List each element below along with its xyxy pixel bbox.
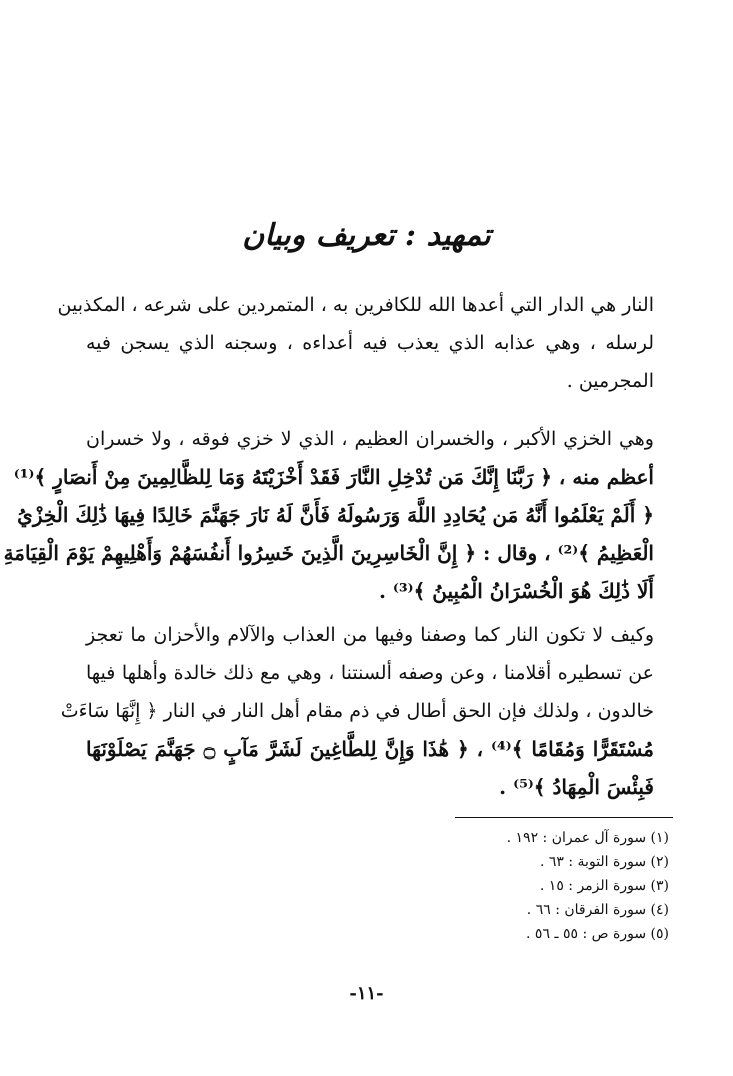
text-line: المجرمين . <box>566 370 654 392</box>
page-number: -١١- <box>349 983 384 1004</box>
text-line: وهي الخزي الأكبر ، والخسران العظيم ، الذي لا خزي فوقه ، ولا خسران <box>86 428 654 450</box>
footnote: (٢) سورة التوبة : ٦٣ . <box>539 854 669 870</box>
footnote: (٣) سورة الزمر : ١٥ . <box>539 878 669 894</box>
text-line: عن تسطيره أقلامنا ، وعن وصفه ألسنتنا ، وهي مع ذلك خالدة وأهلها فيها <box>86 662 654 684</box>
text-line: النار هي الدار التي أعدها الله للكافرين به ، المتمردين على شرعه ، المكذبين <box>57 294 654 316</box>
paragraph-1 <box>57 286 654 400</box>
footnote: (١) سورة آل عمران : ١٩٢ . <box>506 830 669 846</box>
chapter-title: تمهيد : تعريف وبيان <box>242 218 491 253</box>
text-line: لرسله ، وهي عذابه الذي يعذب فيه أعداءه ، وسجنه الذي يسجن فيه <box>86 332 654 354</box>
footnotes <box>309 826 669 946</box>
paragraph-3 <box>60 616 654 806</box>
quran-verse-line: ﴿ أَلَمْ يَعْلَمُوا أَنَّهُ مَن يُحَادِدِ اللَّهَ وَرَسُولَهُ فَأَنَّ لَهُ نَارَ جَهَنَّمَ خَالِدًا فِيهَا ذَٰلِكَ الْخِزْيُ <box>17 503 654 527</box>
quran-verse-line: مُسْتَقَرًّا وَمُقَامًا ﴾⁽⁴⁾ ، ﴿ هَٰذَا وَإِنَّ لِلطَّاغِينَ لَشَرَّ مَآبٍ ۝ جَهَنَّمَ يَصْلَوْنَهَا <box>86 737 654 761</box>
text-line: وكيف لا تكون النار كما وصفنا وفيها من العذاب والآلام والأحزان ما تعجز <box>86 624 654 646</box>
footnote-divider <box>455 817 673 818</box>
text-line: خالدون ، ولذلك فإن الحق أطال في ذم مقام أهل النار في النار ﴿ إِنَّهَا سَاءَتْ <box>60 700 654 722</box>
paragraph-2 <box>3 420 654 610</box>
quran-verse-line: أَلَا ذَٰلِكَ هُوَ الْخُسْرَانُ الْمُبِينُ ﴾⁽³⁾ . <box>378 579 654 603</box>
quran-verse-line: الْعَظِيمُ ﴾⁽²⁾ ، وقال : ﴿ إِنَّ الْخَاسِرِينَ الَّذِينَ خَسِرُوا أَنفُسَهُمْ وَأَهْلِيهِمْ يَوْمَ الْقِيَامَةِ <box>3 541 654 565</box>
quran-verse-line: فَبِئْسَ الْمِهَادُ ﴾⁽⁵⁾ . <box>499 775 654 799</box>
footnote: (٥) سورة ص : ٥٥ ـ ٥٦ . <box>526 926 669 942</box>
quran-verse-line: أعظم منه ، ﴿ رَبَّنَا إِنَّكَ مَن تُدْخِلِ النَّارَ فَقَدْ أَخْزَيْتَهُ وَمَا لِلظَّالِمِينَ مِنْ أَنصَارٍ ﴾⁽¹⁾ <box>13 465 654 489</box>
footnote: (٤) سورة الفرقان : ٦٦ . <box>526 902 669 918</box>
